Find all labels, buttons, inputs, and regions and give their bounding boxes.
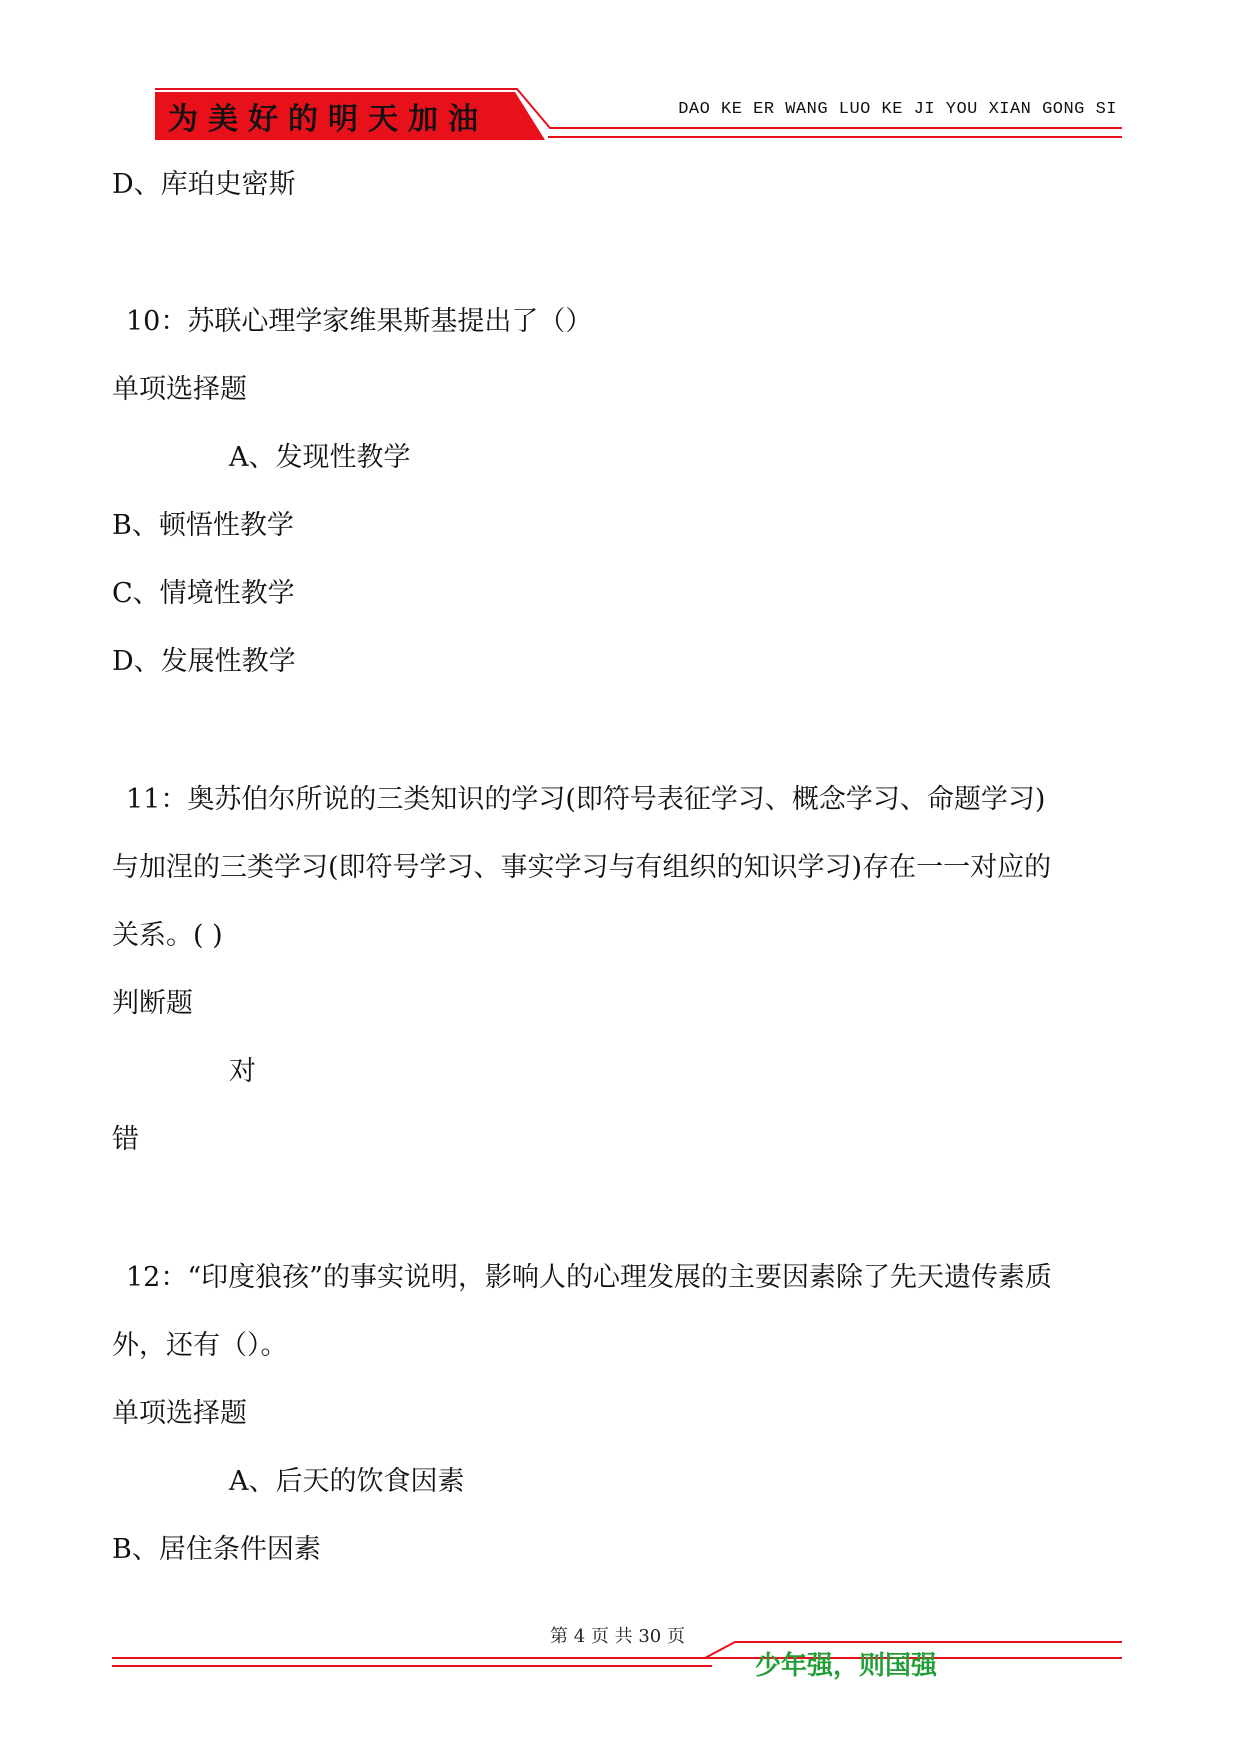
q12-option-a: A、后天的饮食因素 xyxy=(229,1466,465,1497)
footer-motto: 少年强，则国强 xyxy=(755,1651,938,1681)
q11-question-line-1: 11：奥苏伯尔所说的三类知识的学习(即符号表征学习、概念学习、命题学习) xyxy=(126,784,1046,815)
q12-option-b: B、居住条件因素 xyxy=(112,1534,321,1565)
q11-option-false: 错 xyxy=(112,1124,139,1155)
q10-option-a: A、发现性教学 xyxy=(229,442,411,473)
footer-decoration xyxy=(0,1630,1235,1690)
q12-type: 单项选择题 xyxy=(112,1398,247,1429)
q9-option-d: D、库珀史密斯 xyxy=(112,169,296,200)
q11-question-line-2: 与加涅的三类学习(即符号学习、事实学习与有组织的知识学习)存在一一对应的 xyxy=(112,852,1052,883)
q10-type: 单项选择题 xyxy=(112,374,247,405)
q11-option-true: 对 xyxy=(229,1056,256,1087)
q11-type: 判断题 xyxy=(112,988,193,1019)
q10-question: 10：苏联心理学家维果斯基提出了（） xyxy=(126,306,593,337)
q10-option-c: C、情境性教学 xyxy=(112,578,295,609)
q10-option-b: B、顿悟性教学 xyxy=(112,510,294,541)
header-company: DAO KE ER WANG LUO KE JI YOU XIAN GONG SI xyxy=(678,100,1117,119)
page-number: 第 4 页 共 30 页 xyxy=(550,1626,685,1647)
q11-question-line-3: 关系。( ) xyxy=(112,920,223,951)
q12-question-line-1: 12：“印度狼孩”的事实说明，影响人的心理发展的主要因素除了先天遗传素质 xyxy=(126,1262,1052,1293)
header-slogan: 为美好的明天加油 xyxy=(168,102,488,137)
q12-question-line-2: 外，还有（）。 xyxy=(112,1330,288,1361)
q10-option-d: D、发展性教学 xyxy=(112,646,296,677)
